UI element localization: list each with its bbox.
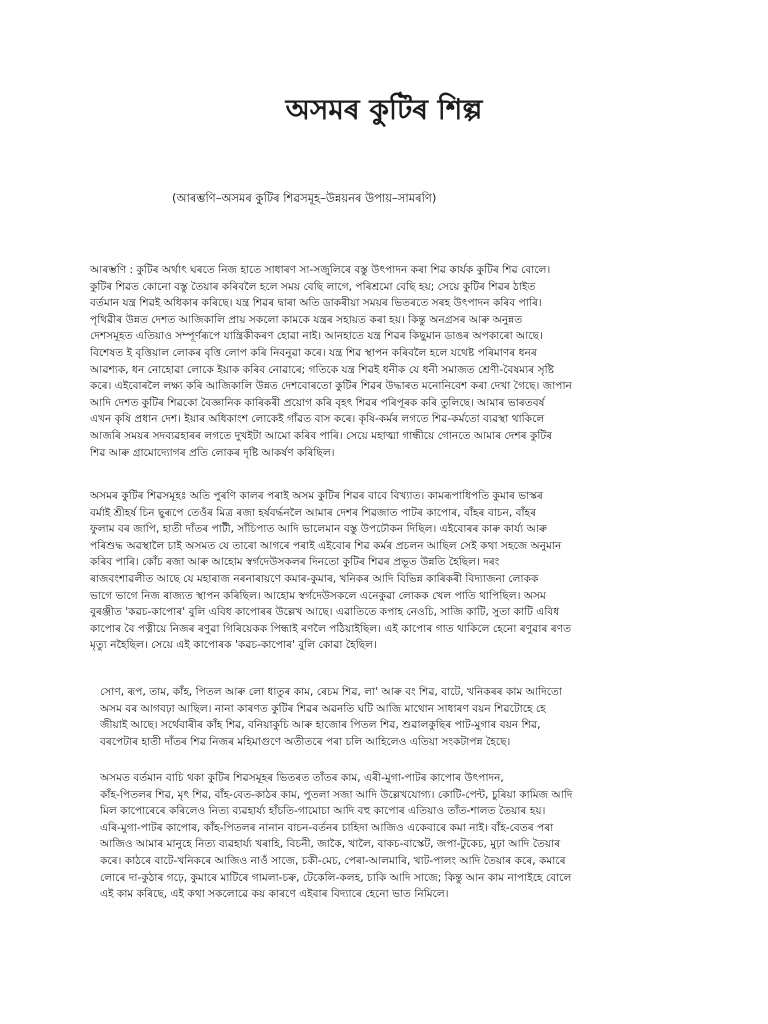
text-line: ৰাজবংশাৱলীত আছে যে মহাৰাজ নৰনাৰায়ণে কমাৰ-কুমাৰ, খনিকৰ আদি বিভিন্ন কাৰিকৰী বিদ্যাজনা লোকক [90, 572, 539, 585]
text-line: কৰিব পাৰি। কোঁচ ৰজা আৰু আহোম স্বৰ্গদেউসকলৰ দিনতো কুটিৰ শিৱৰ প্ৰভূত উন্নতি হৈছিল। দৰং [90, 556, 500, 569]
text-line: অসমত বৰ্তমান বাচি থকা কুটিৰ শিৱসমূহৰ ভিতৰত তাঁতৰ কাম, এৰী-মুগা-পাটৰ কাপোৰ উৎপাদন, [100, 772, 504, 784]
text-line: আজিও আমাৰ মানুহে নিত্য ব্যৱহাৰ্য্য খৰাহি, বিচনী, জাকৈ, খালৈ, বাকচ-বাস্কেট, জপা-টুকেচ, মুঢ়া আদি তৈয়াৰ [100, 838, 561, 851]
text-line: পৰিশুদ্ধ অৱস্থালৈ চাই অসমত যে তাৰো আগৰে পৰাই এইবোৰ শিৱ কৰ্মৰ প্ৰচলন আছিল সেই কথা সহজে অনুমান [90, 539, 562, 552]
text-line: আজৰি সময়ৰ সদব্যৱহাৰৰ লগতে দুখইটা আমো কৰিব পাৰি। সেয়ে মহাত্মা গান্ধীয়ে গোনতে আমাৰ দেশৰ কুটিৰ [90, 429, 553, 442]
text-line: কাপোৰ বৈ পত্নীয়ে নিজৰ ৰণুৱা গিৰিয়েকক পিন্ধাই ৰণলৈ পঠিয়াইছিল। এই কাপোৰ গাত থাকিলে হেনো ৰণুৱাৰ ৰণত [90, 622, 572, 635]
text-line: বৰ্তমান যন্ত্ৰ শিৱই অধিকাৰ কৰিছে। যন্ত্ৰ শিৱৰ দ্বাৰা অতি ডাকৰীয়া সময়ৰ ভিতৰতে সৰহ উৎপাদন কৰিব পাৰি। [90, 297, 542, 310]
page-subtitle: (আৰম্ভণি–অসমৰ কুটিৰ শিৱসমূহ–উন্নয়নৰ উপায়–সামৰণি) [172, 191, 437, 205]
text-line: সোণ, ৰূপ, তাম, কাঁহ, পিতল আৰু লো ধাতুৰ কাম, ৰেচম শিৱ, লা' আৰু বং শিৱ, বাটে, খনিকৰৰ কাম আদিতো [100, 686, 562, 698]
text-line: কৰে। কাঠৰে বাটে-খনিকৰে আজিও নাওঁ সাজে, চকী-মেচ, পেৰা-আলমাৰি, খাট-পালং আদি তৈয়াৰ কৰে, কমাৰে [100, 854, 566, 867]
text-line: এখন কৃষি প্ৰধান দেশ। ইয়াৰ অধিকাংশ লোকেই গাঁৱত বাস কৰে। কৃষি-কৰ্মৰ লগতে শিৱ-কৰ্মতো ব্যৱস্থা থাকিলে [90, 413, 545, 426]
paragraph-cottage-industries [90, 488, 690, 654]
text-line: বিশেষত ই বৃত্তিয়াল লোকৰ বৃত্তি লোপ কৰি নিবনুৱা কৰে। যন্ত্ৰ শিৱ স্থাপন কৰিবলৈ হলে যথেষ্ট পৰিমাণৰ ধনৰ [90, 346, 537, 359]
text-line: অসমৰ কুটিৰ শিৱসমূহঃ অতি পুৰণি কালৰ পৰাই অসম কুটিৰ শিৱৰ বাবে বিখ্যাত। কামৰূপাধিপতি কুমাৰ ভাস্কৰ [90, 490, 543, 502]
text-line: আৰম্ভণি : কুটিৰ অৰ্থাৎ ঘৰতে নিজ হাতে সাধাৰণ সা-সজুলিৰে বস্তু উৎপাদন কৰা শিৱ কাৰ্যক কুটিৰ শিৱ বোলে। [90, 264, 551, 276]
text-line: লোৰে দা-কুঠাৰ গঢ়ে, কুমাৰে মাটিৰে গামলা-চৰু, টেকেলি-কলহ, চাকি আদি সাজে; কিন্তু আন কাম নাপাইহে বোলে [100, 871, 572, 884]
text-line: মৃত্যু নহৈছিল। সেয়ে এই কাপোৰক 'কৱচ-কাপোৰ' বুলি কোৱা হৈছিল। [90, 639, 377, 652]
text-line: মিল কাপোৰেৰে কৰিলেও নিত্য ব্যৱহাৰ্য্য হাঁচতি-গামোচা আদি বহু কাপোৰ এতিয়াও তাঁত-শালত তৈয়াৰ হয়। [100, 805, 546, 818]
text-line: দেশসমূহত এতিয়াও সম্পূৰ্ণৰূপে যান্ত্ৰিকীকৰণ হোৱা নাই। আনহাতে যন্ত্ৰ শিৱৰ কিছুমান ডাঙৰ অপকাৰো আছে। [90, 330, 543, 343]
text-line: বৰপেটাৰ হাতী দাঁতৰ শিৱ নিজৰ মহিমাগুণে অতীতৰে পৰা চলি আহিলেও এতিয়া সংকটাপন্ন হৈছে। [100, 735, 511, 748]
text-line: বৰ্মাই শ্ৰীহৰ্ষ চিন ছ্বৰূপে তেওঁৰ মিত্ৰ ৰজা হৰ্ষবৰ্দ্ধনলৈ আমাৰ দেশৰ শিৱজাত পাটৰ কাপোৰ, বাঁহৰ বাচন, বাঁহৰ [90, 506, 537, 519]
text-line: আৱশ্যক, ধন নোহোৱা লোকে ইয়াক কৰিব নোৱাৰে; গতিকে যন্ত্ৰ শিৱই ধনীক যে ধনী সমাজত শ্ৰেণী-বৈষম্যৰ সৃষ্টি [90, 363, 554, 376]
text-line: এৰি-মুগা-পাটৰ কাপোৰ, কাঁহ-পিতলৰ নানান বাচন-বৰ্তনৰ চাহিদা আজিও একেবাৰে কমা নাই। বাঁহ-বেতৰ পৰা [100, 821, 554, 834]
paragraph-present-crafts [90, 770, 690, 903]
text-line: শিৱ আৰু গ্ৰামোদ্যোগৰ প্ৰতি লোকৰ দৃষ্টি আকৰ্ষণ কৰিছিল। [90, 446, 335, 459]
text-line: কুটিৰ শিৱত কোনো বস্তু তৈয়াৰ কৰিবলৈ হলে সময় বেছি লাগে, পৰিশ্ৰমো বেছি হয়; সেয়ে কুটিৰ শিৱৰ ঠাইত [90, 280, 536, 293]
text-line: ফুলাম বৰ জাপি, হাতী দাঁতৰ পাটী, সাঁচিপাত আদি ভালেমান বস্তু উপঢৌকন দিছিল। এইবোৰৰ কাৰু কাৰ্য্য আৰু [90, 523, 547, 536]
text-line: বুৰঞ্জীত 'কৱচ-কাপোৰ' বুলি এবিধ কাপোৰৰ উল্লেখ আছে। এৱাতিতে কপাহ নেওচি, সাজি কাটি, সুতা কাটি এবিধ [90, 606, 560, 619]
page-title: অসমৰ কুটিৰ শিল্প [285, 93, 483, 126]
text-line: জীয়াই আছে। সৰ্থেবাৰীৰ কাঁহ শিৱ, বনিয়াকুচি আৰু হাজোৰ পিতল শিৱ, শুৱালকুছিৰ পাট-মুগাৰ বয়ন শিৱ, [100, 719, 541, 732]
paragraph-metal-crafts [90, 684, 690, 750]
text-line: কাঁহ-পিতলৰ শিৱ, মৃৎ শিৱ, বাঁহ-বেত-কাঠৰ কাম, পুতলা সজা আদি উল্লেখযোগ্য। কোটি-পেন্ট, চুৰিয়া কামিজ আদি [100, 788, 573, 801]
text-line: ভাগে ভাগে নিজ ৰাজ্যত স্থাপন কৰিছিল। আহোম স্বৰ্গদেউসকলে এনেকুৱা লোকক খেল পাতি থাপিছিল। অসম [90, 589, 546, 602]
text-line: কৰে। এইবোৰলৈ লক্ষ্য কৰি আজিকালি উন্নত দেশবোৰতো কুটিৰ শিৱৰ উদ্ধাৰত মনোনিবেশ কৰা দেখা গৈছে। জাপান [90, 380, 572, 393]
text-line: পৃথিৱীৰ উন্নত দেশত আজিকালি প্ৰায় সকলো কামকে যন্ত্ৰৰ সহায়ত কৰা হয়। কিন্তু অনগ্ৰসৰ আৰু অনুন্নত [90, 313, 523, 326]
paragraph-introduction [90, 262, 690, 461]
text-line: অসম বৰ আগবঢ়া আছিল। নানা কাৰণত কুটিৰ শিৱৰ অৱনতি ঘটি আজি মাথোন সাধাৰণ বয়ন শিৱটোহে হে [100, 702, 546, 715]
text-line: আদি দেশত কুটিৰ শিৱকো বৈজ্ঞানিক কাৰিকৰী প্ৰয়োগ কৰি বৃহৎ শিৱৰ পৰিপূৰক কৰি তুলিছে। আমাৰ ভাৰতবৰ্ষ [90, 396, 545, 409]
text-line: এই কাম কৰিছে, এই কথা সকলোৱে কয় কাৰণে এইবাৰ বিদ্যাৰে হেনো ভাত নিমিলে। [100, 888, 449, 901]
